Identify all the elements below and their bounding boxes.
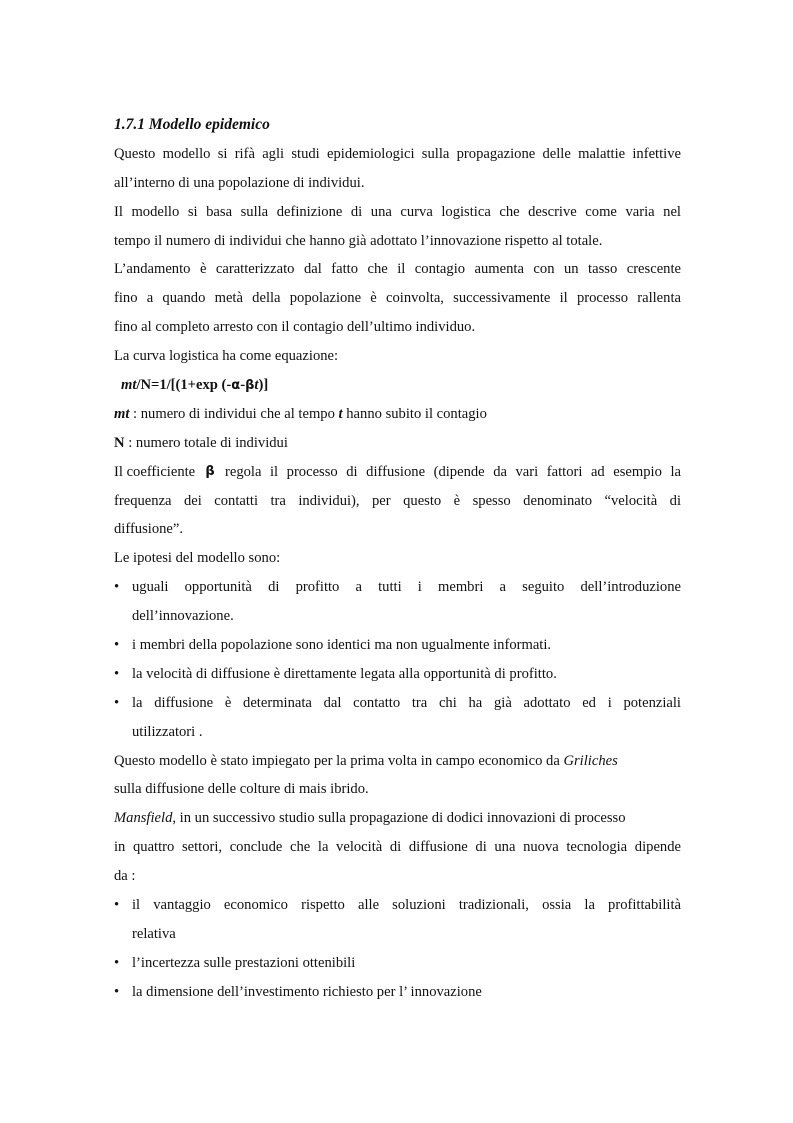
beta-symbol: β xyxy=(245,378,255,394)
list-item-text: i membri della popolazione sono identici ma non ugualmente informati. xyxy=(132,637,552,654)
paragraph-logistic-curve xyxy=(114,198,681,256)
text-line: in quattro settori, conclude che la velocità di diffusione di una nuova tecnologia dipende xyxy=(114,839,681,856)
symbol-t: t xyxy=(338,405,343,422)
text-line: Il modello si basa sulla definizione di una curva logistica che descrive come varia nel xyxy=(114,203,681,220)
symbol-mt: mt xyxy=(114,405,130,422)
text-line: fino a quando metà della popolazione è coinvolta, successivamente il processo rallenta xyxy=(114,290,681,307)
text-line: Questo modello si rifà agli studi epidemiologici sulla propagazione delle malattie infettive xyxy=(114,145,681,162)
bullet-icon: • xyxy=(114,637,120,654)
text-line: fino al completo arresto con il contagio dell’ultimo individuo. xyxy=(114,319,476,336)
bullet-icon: • xyxy=(114,983,120,1000)
list-item xyxy=(114,689,681,747)
factors-list xyxy=(114,891,681,1007)
list-item xyxy=(114,978,681,1007)
text-fragment: , in un successivo studio sulla propagazione di dodici innovazioni di processo xyxy=(172,810,626,827)
equation-mt: mt xyxy=(121,377,137,394)
list-item-text: utilizzatori . xyxy=(132,723,203,740)
author-mansfield: Mansfield xyxy=(114,810,173,827)
list-item-text: l’incertezza sulle prestazioni ottenibili xyxy=(132,954,356,971)
definition-n xyxy=(114,429,681,458)
hypotheses-intro: Le ipotesi del modello sono: xyxy=(114,550,281,567)
paragraph-griliches xyxy=(114,747,681,805)
text-line xyxy=(114,804,681,833)
definition-text: hanno subito il contagio xyxy=(342,405,487,422)
list-item xyxy=(114,949,681,978)
equation-minus: - xyxy=(240,377,246,394)
logistic-equation xyxy=(114,371,681,400)
text-line xyxy=(114,747,681,776)
text-fragment: Questo modello è stato impiegato per la prima volta in campo economico da xyxy=(114,752,564,769)
list-item-text: relativa xyxy=(132,925,176,942)
equation-close: )] xyxy=(258,377,269,394)
definition-text: : numero di individui che al tempo xyxy=(129,405,339,422)
text-line: frequenza dei contatti tra individui), per questo è spesso denominato “velocità di xyxy=(114,492,681,509)
bullet-icon: • xyxy=(114,579,120,596)
section-heading: 1.7.1 Modello epidemico xyxy=(114,116,270,133)
paragraph-coefficient xyxy=(114,458,681,545)
equation-intro: La curva logistica ha come equazione: xyxy=(114,348,339,365)
list-item-text: la velocità di diffusione è direttamente legata alla opportunità di profitto. xyxy=(132,665,557,682)
beta-symbol: β xyxy=(205,463,215,479)
definition-mt xyxy=(114,400,681,429)
equation-part: /N=1/[(1+exp (- xyxy=(136,377,232,394)
list-item xyxy=(114,660,681,689)
text-line: tempo il numero di individui che hanno già adottato l’innovazione rispetto al totale. xyxy=(114,232,603,249)
text-line: sulla diffusione delle colture di mais ibrido. xyxy=(114,781,369,798)
list-item-text: la diffusione è determinata dal contatto tra chi ha già adottato ed i potenziali xyxy=(132,694,681,711)
list-item-text: dell’innovazione. xyxy=(132,608,234,625)
list-item-text: la dimensione dell’investimento richiesto per l’ innovazione xyxy=(132,983,482,1000)
bullet-icon: • xyxy=(114,897,120,914)
list-item-text: il vantaggio economico rispetto alle soluzioni tradizionali, ossia la profittabilità xyxy=(132,897,681,914)
paragraph-mansfield xyxy=(114,804,681,891)
equation-t: t xyxy=(254,377,259,394)
text-line: diffusione”. xyxy=(114,521,184,538)
hypotheses-list xyxy=(114,573,681,746)
text-line: da : xyxy=(114,868,136,885)
text-fragment: Il coefficiente xyxy=(114,463,196,480)
list-item-text: uguali opportunità di profitto a tutti i membri a seguito dell’introduzione xyxy=(132,579,681,596)
list-item xyxy=(114,891,681,949)
document-page xyxy=(114,111,681,1007)
text-line: all’interno di una popolazione di individui. xyxy=(114,174,365,191)
text-fragment: regola il processo di diffusione (dipende da vari fattori ad esempio la xyxy=(224,463,681,480)
symbol-n: N xyxy=(114,434,125,451)
bullet-icon: • xyxy=(114,954,120,971)
list-item xyxy=(114,573,681,631)
definition-text: : numero totale di individui xyxy=(124,434,288,451)
text-line xyxy=(114,458,681,487)
text-line: L’andamento è caratterizzato dal fatto che il contagio aumenta con un tasso crescente xyxy=(114,261,681,278)
bullet-icon: • xyxy=(114,665,120,682)
paragraph-intro xyxy=(114,140,681,198)
alpha-symbol: α xyxy=(231,378,241,394)
author-griliches: Griliches xyxy=(563,752,618,769)
bullet-icon: • xyxy=(114,694,120,711)
list-item xyxy=(114,631,681,660)
paragraph-trend xyxy=(114,255,681,342)
